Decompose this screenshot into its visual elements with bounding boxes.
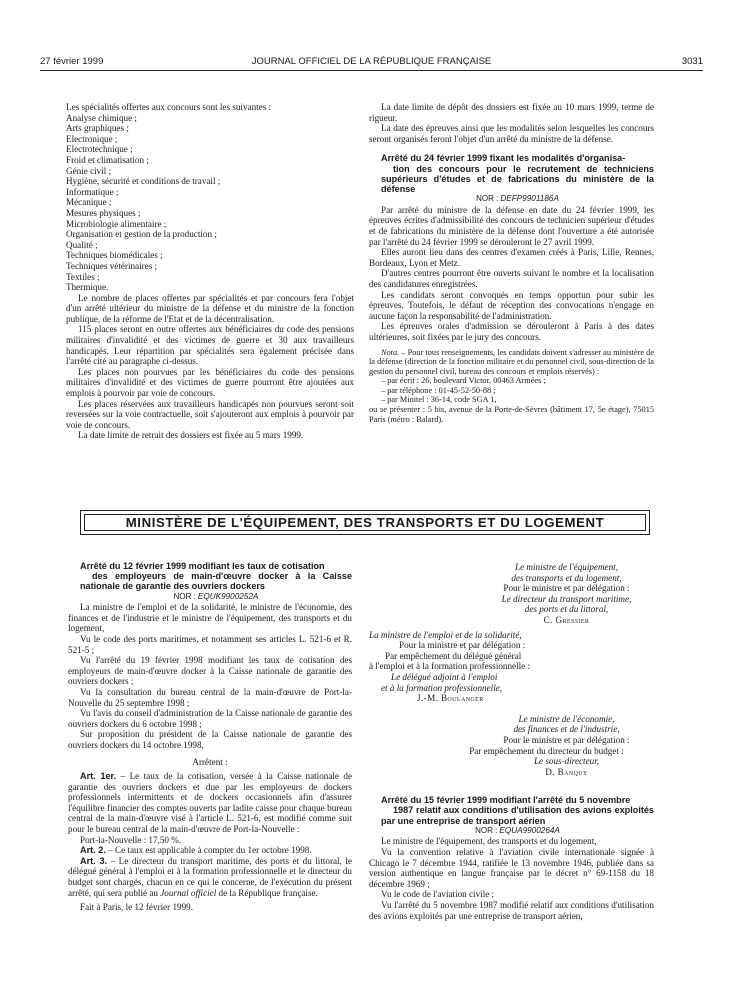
article-2-text: – Ce taux est applicable à compter du 1er octobre 1998. bbox=[105, 845, 312, 856]
nor-reference bbox=[369, 826, 654, 837]
article-1-text: – Le taux de la cotisation, versée à la Caisse nationale de garantie des ouvriers dockers et due par les employeurs de dockers professionnels intermittents et de dockers occasionnels afin d'assurer l'équilibre financier des comptes ouverts par ladite caisse pour chaque bureau central de la main-d'œuvre visé à l'article L. 521-6, est modifié comme suit pour le bureau central de la main-d'œuvre de Port-la-Nouvelle : bbox=[68, 771, 352, 835]
list-item: Textiles ; bbox=[66, 271, 100, 282]
signatory-name: D. Banquy bbox=[545, 766, 588, 777]
paragraph: Les candidats seront convoqués en temps opportun pour subir les épreuves. Toutefois, le défaut de réception des convocations n'engage en aucune façon la responsabilité de l'administration. bbox=[369, 289, 654, 321]
nor-code: EQUA9900264A bbox=[499, 825, 560, 835]
note-item: – par Minitel : 36-14, code SGA 1, bbox=[381, 395, 497, 405]
delegation-line: Pour la ministre et par délégation : bbox=[399, 640, 526, 651]
specialties-intro: Les spécialités offertes aux concours sont les suivantes : bbox=[66, 102, 272, 112]
visa-paragraph: Vu l'arrêté du 19 février 1998 modifiant les taux de cotisation des employeurs de main-d'œuvre docker à la Caisse nationale de garantie des ouvriers dockers ; bbox=[68, 655, 352, 687]
signatory-role: Le ministre de l'économie, bbox=[518, 713, 615, 724]
bottom-right-column bbox=[369, 562, 654, 921]
list-item: Techniques vétérinaires ; bbox=[66, 260, 158, 271]
running-header bbox=[40, 56, 703, 70]
list-item: Hygiène, sécurité et conditions de travail ; bbox=[66, 176, 221, 187]
paragraph: Les épreuves orales d'admission se dérouleront à Paris à des dates ultérieures, soit fixées par le jury des concours. bbox=[369, 321, 654, 342]
paragraph: Les places non pourvues par les bénéficiaires du code des pensions militaires d'invalidité et des victimes de guerre pourront être ajoutées aux emplois à pourvoir par voie de concours. bbox=[66, 366, 354, 399]
decree-title-first-line: Arrêté du 15 février 1999 modifiant l'arrêté du 5 novembre bbox=[381, 795, 631, 806]
nor-label: NOR : bbox=[475, 825, 498, 835]
decree-title-rest: des employeurs de main-d'œuvre docker à la Caisse nationale de garantie des ouvriers dockers bbox=[80, 571, 352, 592]
list-item: Thermique. bbox=[66, 282, 109, 293]
paragraph: Vu l'arrêté du 5 novembre 1987 modifié relatif aux conditions d'utilisation des avions exploités par une entreprise de transport aérien, bbox=[369, 900, 654, 921]
nor-reference bbox=[369, 194, 654, 205]
impediment-line: Par empêchement du directeur du budget : bbox=[469, 745, 624, 756]
paragraph: Le nombre de places offertes par spécialités et par concours fera l'objet d'un arrêté ultérieur du ministre de la défense et du ministre de la fonction publique, de la réforme de l'Etat et de la décentralisation. bbox=[66, 292, 354, 324]
nor-code: EQUK9900252A bbox=[197, 591, 259, 601]
decree-title bbox=[68, 561, 352, 592]
decree-title bbox=[369, 153, 654, 194]
article-1 bbox=[68, 771, 352, 835]
paragraph: Vu le code de l'aviation civile ; bbox=[381, 889, 495, 900]
decree-title bbox=[369, 795, 654, 826]
rate-line: Port-la-Nouvelle : 17,50 %. bbox=[80, 834, 182, 845]
article-3 bbox=[68, 856, 352, 898]
decree-title-rest: tion des concours pour le recrutement de techniciens supérieurs d'études et de fabrications du ministère de la défense bbox=[381, 163, 654, 194]
paragraph: Vu la convention relative à l'aviation civile internationale signée à Chicago le 7 décembre 1944, ratifiée le 13 novembre 1946, publiée dans sa version authentique en langue française par le décret n° 69-1158 du 18 décembre 1969 ; bbox=[369, 847, 654, 889]
paragraph: La date limite de retrait des dossiers est fixée au 5 mars 1999. bbox=[78, 430, 304, 441]
list-item: Génie civil ; bbox=[66, 165, 112, 176]
paragraph: Les places réservées aux travailleurs handicapés non pourvues seront soit reversées sur la voie contractuelle, soit s'ajouteront aux emplois à pourvoir par voie de concours. bbox=[66, 398, 354, 430]
note-item: – par téléphone : 01-45-52-50-88 ; bbox=[381, 385, 496, 395]
article-3-text-a: – Le directeur du transport maritime, des ports et du littoral, le délégué général à l'emploi et à la formation professionnelle et le directeur du budget sont chargés, chacun en ce qui le concerne, de l'exécution du présent arrêté, qui sera publié au bbox=[68, 855, 352, 898]
signatory-role: La ministre de l'emploi et de la solidarité, bbox=[369, 629, 522, 640]
list-item: Organisation et gestion de la production ; bbox=[66, 229, 217, 240]
signature-block bbox=[369, 714, 654, 778]
ministry-banner-text: MINISTÈRE DE L'ÉQUIPEMENT, DES TRANSPORTS ET DU LOGEMENT bbox=[125, 515, 605, 530]
delegation-line: Pour le ministre et par délégation : bbox=[503, 734, 630, 745]
paragraph: Le ministre de l'équipement, des transports et du logement, bbox=[381, 836, 597, 847]
note-paragraph bbox=[369, 348, 654, 377]
note-item: – par écrit : 26, boulevard Victor, 00463 Armées ; bbox=[381, 376, 546, 386]
signatory-title: et à la formation professionnelle, bbox=[381, 682, 503, 693]
visa-paragraph: Vu l'avis du conseil d'administration de la Caisse nationale de garantie des ouvriers dockers du 6 octobre 1998 ; bbox=[68, 708, 352, 729]
ministry-banner bbox=[80, 510, 650, 535]
nor-label: NOR : bbox=[476, 194, 499, 204]
list-item: Mécanique ; bbox=[66, 197, 112, 208]
specialties-list bbox=[66, 113, 354, 293]
article-2 bbox=[68, 845, 352, 856]
paragraph: Par arrêté du ministre de la défense en date du 24 février 1999, les épreuves écrites d'admissibilité des concours de technicien supérieur d'études et de fabrications du ministère de la défense dont l'ouverture a été autorisée par l'arrêté du 24 février 1999 se dérouleront le 27 avril 1999. bbox=[369, 204, 654, 247]
article-3-text-b: de la République française. bbox=[216, 887, 318, 898]
decree-title-first-line: Arrêté du 12 février 1999 modifiant les taux de cotisation bbox=[80, 561, 325, 571]
signatory-role: des finances et de l'industrie, bbox=[513, 724, 620, 735]
paragraph: 115 places seront en outre offertes aux bénéficiaires du code des pensions militaires d'invalidité et des victimes de guerre et 30 aux travailleurs handicapés. Leur répartition par spécialités sera également précisée dans l'arrêté cité au paragraphe ci-dessus. bbox=[66, 324, 354, 367]
signatory-title: Le directeur du transport maritime, bbox=[501, 593, 632, 604]
list-item: Analyse chimique ; bbox=[66, 112, 137, 123]
nor-reference bbox=[68, 592, 352, 603]
note-text: – Pour tous renseignements, les candidats doivent s'adresser au ministère de la défense (direction de la fonction militaire et du personnel civil, sous-direction de la gestion du personnel civil, bureau des concours et emplois réservés) : bbox=[369, 347, 654, 376]
note-label: Nota. bbox=[381, 347, 400, 357]
list-item: Froid et climatisation ; bbox=[66, 154, 149, 165]
impediment-line: Par empêchement du délégué général bbox=[385, 650, 522, 661]
paragraph: D'autres centres pourront être ouverts suivant le nombre et la localisation des candidatures enregistrées. bbox=[369, 268, 654, 289]
signatory-role: Le ministre de l'équipement, bbox=[515, 562, 618, 572]
journal-officiel: Journal officiel bbox=[160, 887, 217, 898]
paragraph: La date des épreuves ainsi que les modalités selon lesquelles les concours seront organisés feront l'objet d'un arrêté du ministre de la défense. bbox=[369, 123, 654, 144]
list-item: Electronique ; bbox=[66, 133, 118, 144]
article-2-label: Art. 2. bbox=[80, 845, 106, 856]
arretent-heading: Arrêtent : bbox=[192, 756, 228, 767]
visa-paragraph: Vu la consultation du bureau central de la main-d'œuvre de Port-la-Nouvelle du 25 septembre 1998 ; bbox=[68, 686, 352, 708]
list-item: Informatique ; bbox=[66, 186, 119, 197]
note-block bbox=[369, 348, 654, 425]
signature-block bbox=[369, 630, 654, 704]
signatory-title: Le sous-directeur, bbox=[533, 756, 600, 767]
list-item: Mesures physiques ; bbox=[66, 207, 141, 218]
signatory-name: C. Gressier bbox=[543, 614, 590, 625]
header-date: 27 février 1999 bbox=[40, 56, 104, 67]
signatory-name: J.-M. Boulanger bbox=[417, 693, 484, 704]
header-page-number: 3031 bbox=[681, 56, 703, 67]
list-item: Electrotechnique ; bbox=[66, 144, 133, 155]
bottom-left-column bbox=[68, 561, 352, 913]
signatory-title: Le délégué adjoint à l'emploi bbox=[391, 671, 498, 682]
delegation-line: Pour le ministre et par délégation : bbox=[503, 583, 630, 594]
visa-paragraph: Vu le code des ports maritimes, et notamment ses articles L. 521-6 et R. 521-5 ; bbox=[68, 633, 352, 655]
article-3-label: Art. 3. bbox=[80, 855, 108, 866]
signature-block bbox=[369, 562, 654, 626]
list-item: Techniques biomédicales ; bbox=[66, 250, 163, 261]
visa-paragraph: Sur proposition du président de la Caisse nationale de garantie des ouvriers dockers du 14 octobre 1998, bbox=[68, 729, 352, 750]
top-right-column bbox=[369, 102, 654, 424]
decree-title-rest: 1987 relatif aux conditions d'utilisation des avions exploités par une entreprise de transport aérien bbox=[381, 805, 654, 826]
paragraph: Elles auront lieu dans des centres d'examen créés à Paris, Lille, Rennes, Bordeaux, Lyon et Metz. bbox=[369, 247, 654, 268]
signatory-role: des transports et du logement, bbox=[511, 572, 622, 583]
signatory-title: des ports et du littoral, bbox=[524, 604, 609, 615]
header-journal-title: JOURNAL OFFICIEL DE LA RÉPUBLIQUE FRANÇAISE bbox=[251, 56, 492, 67]
visa-paragraph: La ministre de l'emploi et de la solidarité, le ministre de l'économie, des finances et de l'industrie et le ministre de l'équipement, des transports et du logement, bbox=[68, 602, 352, 634]
list-item: Qualité ; bbox=[66, 239, 98, 250]
paragraph: La date limite de dépôt des dossiers est fixée au 10 mars 1999, terme de rigueur. bbox=[369, 102, 654, 123]
list-item: Microbiologie alimentaire ; bbox=[66, 218, 167, 229]
decree-title-first-line: Arrêté du 24 février 1999 fixant les modalités d'organisa- bbox=[381, 153, 626, 164]
note-item: ou se présenter : 5 bis, avenue de la Porte-de-Sèvres (bâtiment 17, 5e étage), 75015 Paris (métro : Balard). bbox=[369, 405, 654, 424]
list-item: Arts graphiques ; bbox=[66, 123, 129, 134]
impediment-line: à l'emploi et à la formation professionnelle : bbox=[369, 661, 531, 672]
top-left-column bbox=[66, 102, 354, 441]
nor-code: DEFP9901186A bbox=[500, 194, 559, 204]
done-at-paris: Fait à Paris, le 12 février 1999. bbox=[80, 902, 194, 913]
header-rule bbox=[40, 70, 703, 71]
nor-label: NOR : bbox=[173, 591, 196, 601]
article-1-label: Art. 1er. bbox=[80, 771, 117, 782]
